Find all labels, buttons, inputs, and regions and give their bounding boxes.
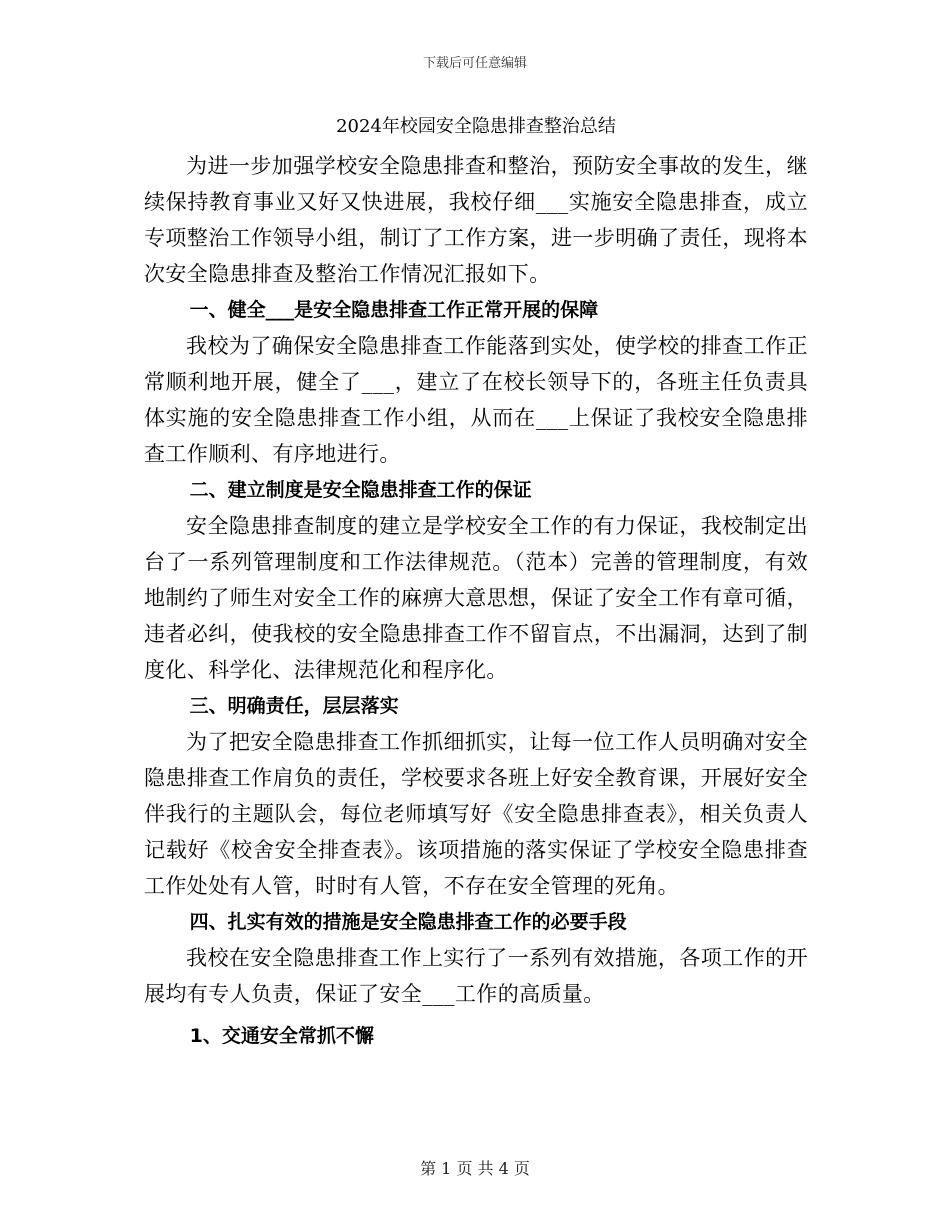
section-3-body: 为了把安全隐患排查工作抓细抓实，让每一位工作人员明确对安全隐患排查工作肩负的责任，学校要求各班上好安全教育课，开展好安全伴我行的主题队会，每位老师填写好《安全隐患排查表》，相关负责人记载好《校舍安全排查表》。该项措施的落实保证了学校安全隐患排查工作处处有人管，时时有人管，不存在安全管理的死角。: [144, 730, 808, 898]
subsection-heading: 1、交通安全常抓不懈: [189, 1025, 374, 1047]
section-4-heading: 四、扎实有效的措施是安全隐患排查工作的必要手段: [189, 911, 627, 933]
document-title: 2024年校园安全隐患排查整治总结: [336, 116, 616, 137]
section-2-body: 安全隐患排查制度的建立是学校安全工作的有力保证，我校制定出台了一系列管理制度和工作法律规范。（范本）完善的管理制度，有效地制约了师生对安全工作的麻痹大意思想，保证了安全工作有章可循，违者必纠，使我校的安全隐患排查工作不留盲点，不出漏洞，达到了制度化、科学化、法律规范化和程序化。: [144, 514, 808, 682]
section-2-heading: 二、建立制度是安全隐患排查工作的保证: [189, 479, 532, 501]
section-1-body: 我校为了确保安全隐患排查工作能落到实处，使学校的排查工作正常顺利地开展，健全了___，建立了在校长领导下的，各班主任负责具体实施的安全隐患排查工作小组，从而在___上保证了我校安全隐患排查工作顺利、有序地进行。: [144, 334, 808, 466]
document-body: [144, 112, 808, 1054]
page-number: 第 1 页 共 4 页: [420, 1159, 530, 1178]
header-note: 下载后可任意编辑: [422, 56, 527, 71]
section-1-heading: 一、健全___是安全隐患排查工作正常开展的保障: [189, 299, 599, 321]
section-4-body: 我校在安全隐患排查工作上实行了一系列有效措施，各项工作的开展均有专人负责，保证了安全___工作的高质量。: [144, 946, 808, 1006]
intro-paragraph: 为进一步加强学校安全隐患排查和整治，预防安全事故的发生，继续保持教育事业又好又快进展，我校仔细___实施安全隐患排查，成立专项整治工作领导小组，制订了工作方案，进一步明确了责任，现将本次安全隐患排查及整治工作情况汇报如下。: [144, 154, 808, 286]
section-3-heading: 三、明确责任，层层落实: [189, 695, 399, 717]
